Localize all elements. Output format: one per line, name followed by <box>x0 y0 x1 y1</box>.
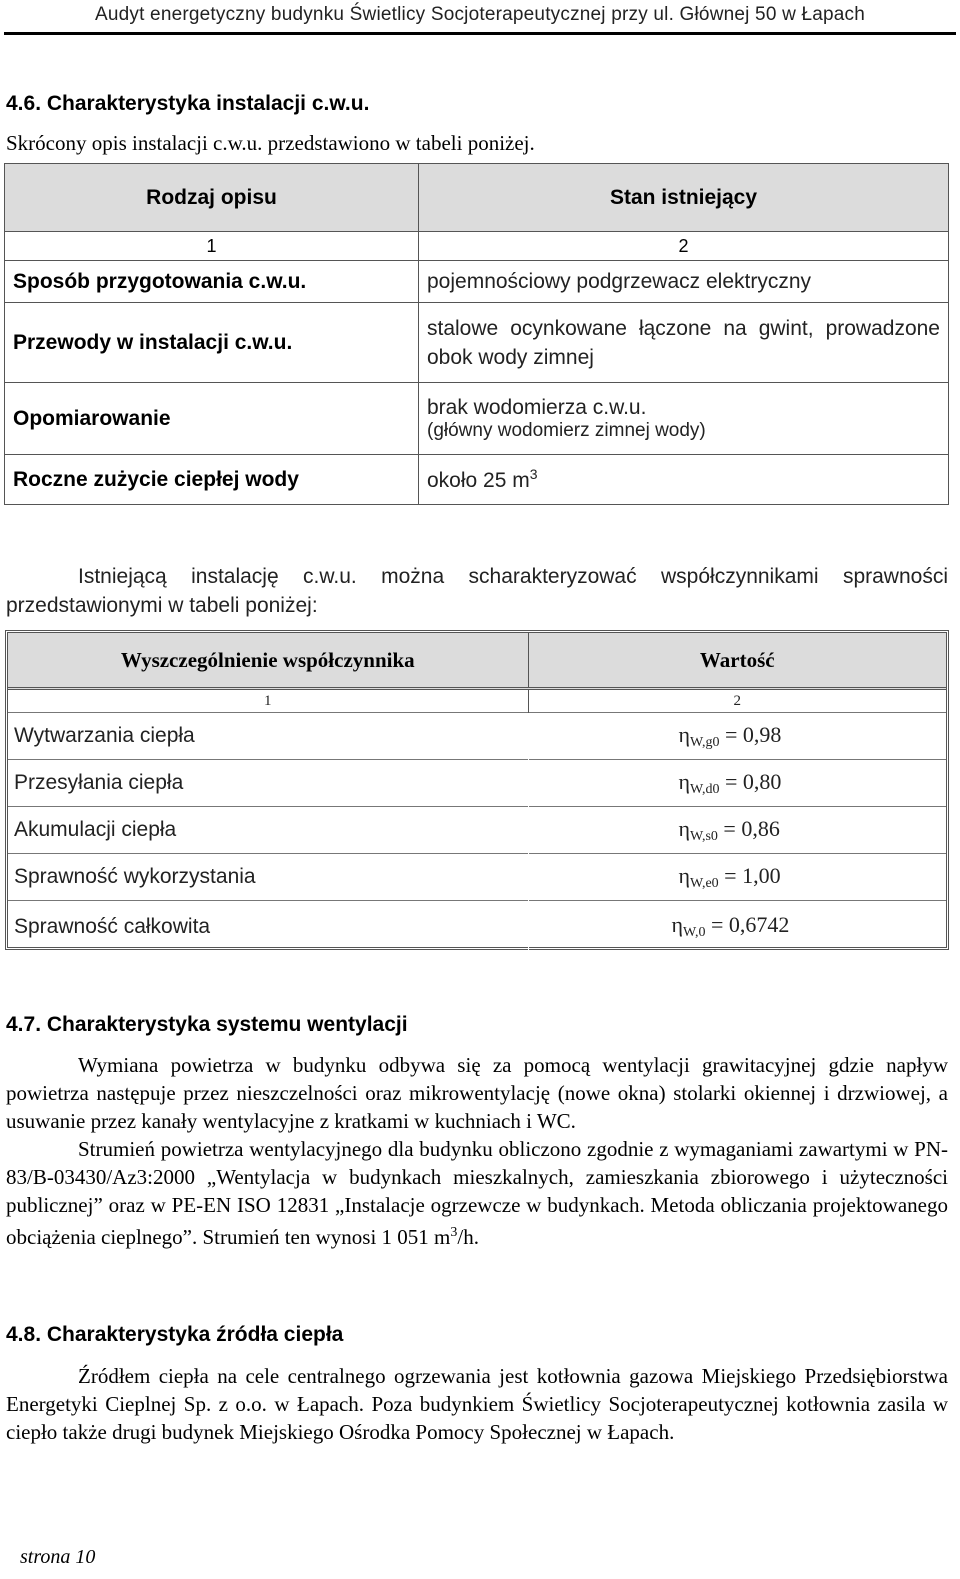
efficiency-value: $\eta_{W,s0} = 0,86$ <box>528 807 946 854</box>
table-row-value: stalowe ocynkowane łączone na gwint, prowadzone obok wody zimnej <box>419 303 949 383</box>
cwu-description-table <box>4 163 949 505</box>
table-row-label: Przewody w instalacji c.w.u. <box>5 303 419 383</box>
efficiency-label: Wytwarzania ciepła <box>8 713 528 760</box>
table-row-value <box>419 455 949 505</box>
efficiency-label: Sprawność całkowita <box>8 901 528 953</box>
page-number: strona 10 <box>20 1546 96 1568</box>
heat-source-text <box>6 1362 948 1446</box>
paragraph: Wymiana powietrza w budynku odbywa się za pomocą wentylacji grawitacyjnej gdzie napływ powietrza następuje przez nieszczelności oraz mikrowentylację (nowe okna) stolarki okiennej i drzwiowej, a usuwanie przez kanały wentylacyjne z kratkami w kuchniach i WC. <box>6 1053 948 1133</box>
efficiency-value: $\eta_{W,0} = 0,6742$ <box>528 901 946 953</box>
ventilation-text <box>6 1051 948 1251</box>
annual-usage-value: około 25 m <box>427 469 530 492</box>
table-header-coefficient: Wyszczególnienie współczynnika <box>8 633 528 689</box>
efficiency-label: Przesyłania ciepła <box>8 760 528 807</box>
section-heading-4-7: 4.7. Charakterystyka systemu wentylacji <box>6 1013 408 1036</box>
section-heading-4-6: 4.6. Charakterystyka instalacji c.w.u. <box>6 92 370 115</box>
efficiency-value: $\eta_{W,e0} = 1,00$ <box>528 854 946 901</box>
table-col-number: 1 <box>5 232 419 261</box>
table-header-value: Wartość <box>528 633 946 689</box>
table-row-label: Opomiarowanie <box>5 383 419 455</box>
section-heading-4-8: 4.8. Charakterystyka źródła ciepła <box>6 1323 344 1346</box>
table-row-label: Sposób przygotowania c.w.u. <box>5 261 419 303</box>
table-col-number: 1 <box>8 689 528 713</box>
table-col-number: 2 <box>419 232 949 261</box>
efficiency-label: Sprawność wykorzystania <box>8 854 528 901</box>
table-row-value: pojemnościowy podgrzewacz elektryczny <box>419 261 949 303</box>
efficiency-value: $\eta_{W,d0} = 0,80$ <box>528 760 946 807</box>
unit-superscript: 3 <box>529 466 538 482</box>
running-header: Audyt energetyczny budynku Świetlicy Socjoterapeutycznej przy ul. Głównej 50 w Łapach <box>94 4 865 25</box>
table-row-value <box>419 383 949 455</box>
section-intro: Skrócony opis instalacji c.w.u. przedstawiono w tabeli poniżej. <box>6 131 535 155</box>
paragraph: Źródłem ciepła na cele centralnego ogrzewania jest kotłownia gazowa Miejskiego Przedsiębiorstwa Energetyki Cieplnej Sp. z o.o. w Łapach. Poza budynkiem Świetlicy Socjoterapeutycznej kotłownia zasila w ciepło także drugi budynek Miejskiego Ośrodka Pomocy Społecznej w Łapach. <box>6 1364 948 1444</box>
table-header-existing-state: Stan istniejący <box>419 164 949 232</box>
table-row-label: Roczne zużycie ciepłej wody <box>5 455 419 505</box>
metering-note: (główny wodomierz zimnej wody) <box>427 419 706 441</box>
efficiency-value: $\eta_{W,g0} = 0,98$ <box>528 713 946 760</box>
metering-value: brak wodomierza c.w.u. <box>427 395 647 419</box>
efficiency-table <box>5 630 949 950</box>
efficiency-label: Akumulacji ciepła <box>8 807 528 854</box>
header-rule <box>4 32 956 35</box>
efficiency-intro: Istniejącą instalację c.w.u. można scharakteryzować współczynnikami sprawności przedstawionymi w tabeli poniżej: <box>6 565 948 617</box>
paragraph: Strumień powietrza wentylacyjnego dla budynku obliczono zgodnie z wymaganiami zawartymi w PN-83/B-03430/Az3:2000 „Wentylacja w budynkach mieszkalnych, zamieszkania zbiorowego i użyteczności publicznej” oraz w PE-EN ISO 12831 „Instalacje ogrzewcze w budynkach. Metoda obliczania projektowanego obciążenia cieplnego”. Strumień ten wynosi 1 051 $m^3/h$. <box>6 1137 948 1249</box>
table-header-description-type: Rodzaj opisu <box>5 164 419 232</box>
table-col-number: 2 <box>733 692 741 709</box>
